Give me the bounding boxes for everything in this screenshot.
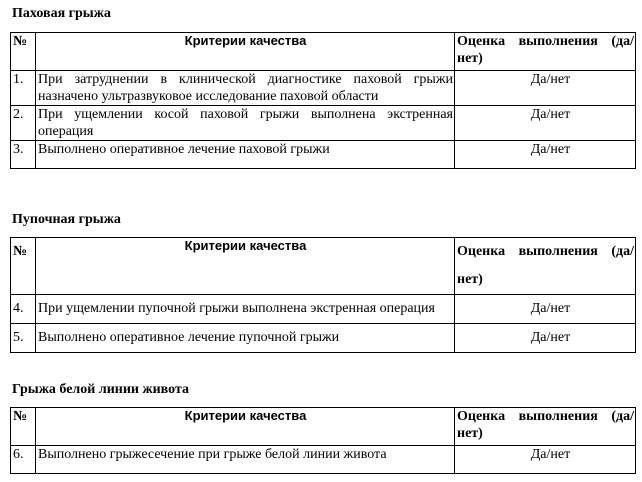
row-score <box>455 324 636 353</box>
table-row <box>11 446 636 474</box>
section-title-linea-alba-hernia: Грыжа белой линии живота <box>12 382 190 397</box>
row-score <box>455 106 636 141</box>
table-header-row <box>11 238 636 295</box>
header-number: № <box>11 238 36 295</box>
header-score: Оценка выполнения (да/нет) <box>455 408 636 446</box>
quality-criteria-table-inguinal <box>10 32 636 169</box>
row-score-value: Да/нет <box>530 72 571 87</box>
row-score <box>455 141 636 169</box>
header-criteria: Критерии качества <box>36 33 455 71</box>
row-score-value: Да/нет <box>530 142 571 157</box>
row-score <box>455 71 636 106</box>
row-criterion: При затруднении в клинической диагностике паховой грыжи назначено ультразвуковое исследование паховой области <box>36 71 455 106</box>
table-row <box>11 324 636 353</box>
row-number: 2. <box>11 106 36 141</box>
header-score: Оценка выполнения (да/нет) <box>455 238 636 295</box>
row-criterion: Выполнено грыжесечение при грыже белой линии живота <box>36 446 455 474</box>
table-row <box>11 71 636 106</box>
quality-criteria-table-linea-alba <box>10 407 636 474</box>
table-header-row <box>11 33 636 71</box>
header-criteria: Критерии качества <box>36 408 455 446</box>
row-score-value: Да/нет <box>530 107 571 122</box>
section-title-inguinal-hernia: Паховая грыжа <box>12 6 111 21</box>
row-number: 6. <box>11 446 36 474</box>
row-number: 4. <box>11 295 36 324</box>
row-score-value: Да/нет <box>530 301 571 316</box>
table-row <box>11 141 636 169</box>
row-number: 1. <box>11 71 36 106</box>
row-criterion: При ущемлении пупочной грыжи выполнена экстренная операция <box>36 295 455 324</box>
table-row <box>11 295 636 324</box>
header-number: № <box>11 33 36 71</box>
section-title-umbilical-hernia: Пупочная грыжа <box>12 212 121 227</box>
row-number: 3. <box>11 141 36 169</box>
table-header-row <box>11 408 636 446</box>
row-criterion: Выполнено оперативное лечение паховой грыжи <box>36 141 455 169</box>
row-criterion: При ущемлении косой паховой грыжи выполнена экстренная операция <box>36 106 455 141</box>
row-score <box>455 295 636 324</box>
quality-criteria-table-umbilical <box>10 237 636 353</box>
row-score-value: Да/нет <box>530 447 571 462</box>
table-row <box>11 106 636 141</box>
header-number: № <box>11 408 36 446</box>
row-score-value: Да/нет <box>530 330 571 345</box>
header-criteria: Критерии качества <box>36 238 455 295</box>
header-score: Оценка выполнения (да/нет) <box>455 33 636 71</box>
row-score <box>455 446 636 474</box>
row-number: 5. <box>11 324 36 353</box>
row-criterion: Выполнено оперативное лечение пупочной грыжи <box>36 324 455 353</box>
